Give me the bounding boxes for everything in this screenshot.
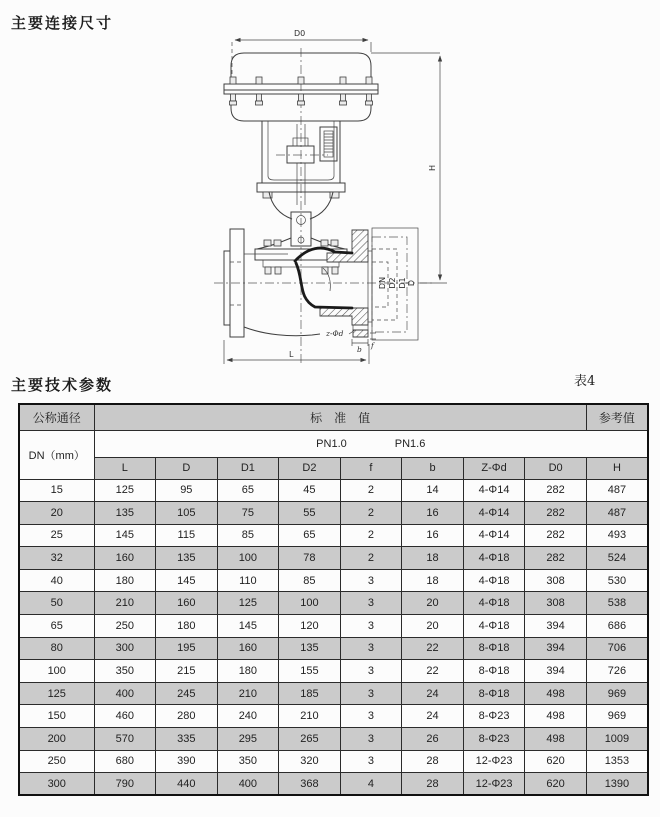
table-row: [19, 502, 648, 525]
cell: 969: [586, 682, 648, 705]
cell: 498: [525, 705, 587, 728]
table-column-headers: [19, 457, 648, 479]
cell: 320: [279, 750, 341, 773]
cell: 160: [156, 592, 218, 615]
pn16-label: PN1.6: [394, 437, 426, 450]
cell: 16: [402, 524, 464, 547]
cell: 135: [94, 502, 156, 525]
cell: 55: [279, 502, 341, 525]
cell-dn: 20: [19, 502, 94, 525]
cell-dn: 100: [19, 660, 94, 683]
col-header-D2: D2: [279, 457, 341, 479]
z-phi-d-label: z-Φd: [326, 329, 344, 338]
cell: 95: [156, 479, 218, 502]
cell: 3: [340, 750, 402, 773]
table-row: [19, 728, 648, 751]
cell-dn: 150: [19, 705, 94, 728]
cell: 394: [525, 615, 587, 638]
cell-dn: 15: [19, 479, 94, 502]
bolt-hole-section: [353, 330, 368, 337]
table-row: [19, 547, 648, 570]
cell: 969: [586, 705, 648, 728]
table-row: [19, 615, 648, 638]
cell: 2: [340, 502, 402, 525]
d0-label: D0: [294, 29, 306, 38]
d1-label: D1: [398, 277, 407, 289]
header-dn-unit: DN（mm）: [19, 430, 94, 479]
cell: 308: [525, 592, 587, 615]
cell-dn: 125: [19, 682, 94, 705]
header-standard-values: 标 准 值: [94, 404, 586, 430]
cell: 45: [279, 479, 341, 502]
cell: 20: [402, 592, 464, 615]
page-title: 主要连接尺寸: [11, 15, 114, 32]
cell: 160: [94, 547, 156, 570]
cell: 3: [340, 705, 402, 728]
cell: 3: [340, 592, 402, 615]
table-row: [19, 637, 648, 660]
cell: 350: [217, 750, 279, 773]
header-reference-value: 参考值: [586, 404, 648, 430]
cell: 215: [156, 660, 218, 683]
l-label: L: [289, 350, 294, 359]
dimension-table: [18, 403, 649, 796]
cell: 195: [156, 637, 218, 660]
cell: 210: [94, 592, 156, 615]
cell: 180: [217, 660, 279, 683]
cell: 390: [156, 750, 218, 773]
cell: 400: [217, 773, 279, 796]
cell: 65: [217, 479, 279, 502]
dn-label: DN: [378, 276, 387, 290]
travel-indicator: [320, 127, 337, 161]
cell: 282: [525, 547, 587, 570]
cell: 85: [279, 569, 341, 592]
cell: 3: [340, 682, 402, 705]
cell: 3: [340, 569, 402, 592]
cell: 3: [340, 660, 402, 683]
cell: 295: [217, 728, 279, 751]
cell: 280: [156, 705, 218, 728]
cell: 125: [94, 479, 156, 502]
cell: 210: [217, 682, 279, 705]
cell: 120: [279, 615, 341, 638]
cell: 28: [402, 773, 464, 796]
cell: 22: [402, 660, 464, 683]
table-caption: 表4: [574, 374, 596, 389]
cell: 135: [156, 547, 218, 570]
d-label: D: [407, 279, 416, 287]
cell-dn: 200: [19, 728, 94, 751]
table-header-groups: [19, 404, 648, 430]
cell: 24: [402, 705, 464, 728]
cell-dn: 65: [19, 615, 94, 638]
cell: 487: [586, 479, 648, 502]
cell-dn: 300: [19, 773, 94, 796]
cell: 620: [525, 773, 587, 796]
cell: 394: [525, 637, 587, 660]
cell: 493: [586, 524, 648, 547]
cell: 3: [340, 728, 402, 751]
cell: 498: [525, 682, 587, 705]
cell: 250: [94, 615, 156, 638]
cell: 105: [156, 502, 218, 525]
cell: 18: [402, 569, 464, 592]
d2-label: D2: [388, 277, 397, 289]
cell: 282: [525, 524, 587, 547]
cell: 265: [279, 728, 341, 751]
cell: 18: [402, 547, 464, 570]
col-header-f: f: [340, 457, 402, 479]
col-header-H: H: [586, 457, 648, 479]
cell: 125: [217, 592, 279, 615]
cell: 26: [402, 728, 464, 751]
cell: 4: [340, 773, 402, 796]
cell-dn: 250: [19, 750, 94, 773]
header-nominal-diameter: 公称通径: [19, 404, 94, 430]
cell-dn: 40: [19, 569, 94, 592]
cell: 350: [94, 660, 156, 683]
cell: 24: [402, 682, 464, 705]
valve-technical-drawing: [150, 25, 660, 370]
cell: 4-Φ18: [463, 592, 525, 615]
cell: 440: [156, 773, 218, 796]
dimension-l: [224, 340, 369, 364]
cell: 8-Φ23: [463, 728, 525, 751]
pn-rating-cell: [94, 430, 648, 457]
f-label: f: [371, 341, 374, 350]
col-header-D: D: [156, 457, 218, 479]
cell: 240: [217, 705, 279, 728]
pn10-label: PN1.0: [316, 437, 347, 450]
table-row: [19, 660, 648, 683]
cell: 78: [279, 547, 341, 570]
pn-rating-row: [19, 430, 648, 457]
cell: 790: [94, 773, 156, 796]
table-row: [19, 682, 648, 705]
cell: 686: [586, 615, 648, 638]
cell: 100: [279, 592, 341, 615]
table-row: [19, 524, 648, 547]
cell: 14: [402, 479, 464, 502]
cell-dn: 25: [19, 524, 94, 547]
cell: 308: [525, 569, 587, 592]
b-label: b: [357, 345, 362, 354]
cell: 28: [402, 750, 464, 773]
cell: 20: [402, 615, 464, 638]
cell: 22: [402, 637, 464, 660]
col-header-D0: D0: [525, 457, 587, 479]
cell: 12-Φ23: [463, 750, 525, 773]
cell: 620: [525, 750, 587, 773]
dimension-d0: [232, 29, 371, 82]
cell: 145: [156, 569, 218, 592]
cell: 245: [156, 682, 218, 705]
cell: 3: [340, 637, 402, 660]
cell: 4-Φ14: [463, 524, 525, 547]
cell: 498: [525, 728, 587, 751]
cell: 8-Φ23: [463, 705, 525, 728]
cell: 680: [94, 750, 156, 773]
cell: 12-Φ23: [463, 773, 525, 796]
cell: 1353: [586, 750, 648, 773]
cell: 2: [340, 547, 402, 570]
cell: 726: [586, 660, 648, 683]
cell: 300: [94, 637, 156, 660]
outlet-flange-section-bottom: [320, 308, 368, 325]
cell: 180: [156, 615, 218, 638]
cell: 400: [94, 682, 156, 705]
cell: 115: [156, 524, 218, 547]
cell-dn: 50: [19, 592, 94, 615]
col-header-L: L: [94, 457, 156, 479]
cell: 100: [217, 547, 279, 570]
cell: 155: [279, 660, 341, 683]
cell: 180: [94, 569, 156, 592]
col-header-D1: D1: [217, 457, 279, 479]
cell: 185: [279, 682, 341, 705]
cell: 65: [279, 524, 341, 547]
cell: 85: [217, 524, 279, 547]
cell: 145: [94, 524, 156, 547]
table-row: [19, 705, 648, 728]
cell: 282: [525, 479, 587, 502]
cell: 282: [525, 502, 587, 525]
cell: 368: [279, 773, 341, 796]
cell: 8-Φ18: [463, 660, 525, 683]
cell: 570: [94, 728, 156, 751]
cell: 1390: [586, 773, 648, 796]
table-row: [19, 592, 648, 615]
cell: 160: [217, 637, 279, 660]
h-label: H: [428, 164, 437, 172]
cell-dn: 80: [19, 637, 94, 660]
cell: 4-Φ14: [463, 479, 525, 502]
dimension-h: [371, 53, 447, 283]
cell: 4-Φ18: [463, 569, 525, 592]
cell: 706: [586, 637, 648, 660]
cell: 1009: [586, 728, 648, 751]
cell: 530: [586, 569, 648, 592]
table-row: [19, 750, 648, 773]
cell: 2: [340, 479, 402, 502]
cell: 8-Φ18: [463, 637, 525, 660]
col-header-Zd: Z-Φd: [463, 457, 525, 479]
cell: 394: [525, 660, 587, 683]
table-row: [19, 569, 648, 592]
cell: 4-Φ18: [463, 615, 525, 638]
cell: 4-Φ18: [463, 547, 525, 570]
col-header-b: b: [402, 457, 464, 479]
cell: 538: [586, 592, 648, 615]
table-row: [19, 773, 648, 796]
cell: 524: [586, 547, 648, 570]
cell: 335: [156, 728, 218, 751]
cell: 110: [217, 569, 279, 592]
cell: 460: [94, 705, 156, 728]
cell: 4-Φ14: [463, 502, 525, 525]
cell: 145: [217, 615, 279, 638]
cell: 487: [586, 502, 648, 525]
cell: 2: [340, 524, 402, 547]
cell-dn: 32: [19, 547, 94, 570]
valve-body: [224, 229, 372, 337]
table-row: [19, 479, 648, 502]
cell: 3: [340, 615, 402, 638]
cell: 135: [279, 637, 341, 660]
flange-diameter-frames: [372, 228, 418, 340]
section-title-parameters: 主要技术参数: [11, 377, 114, 394]
cell: 16: [402, 502, 464, 525]
cell: 8-Φ18: [463, 682, 525, 705]
stem-connector: [287, 146, 314, 163]
cell: 75: [217, 502, 279, 525]
cell: 210: [279, 705, 341, 728]
